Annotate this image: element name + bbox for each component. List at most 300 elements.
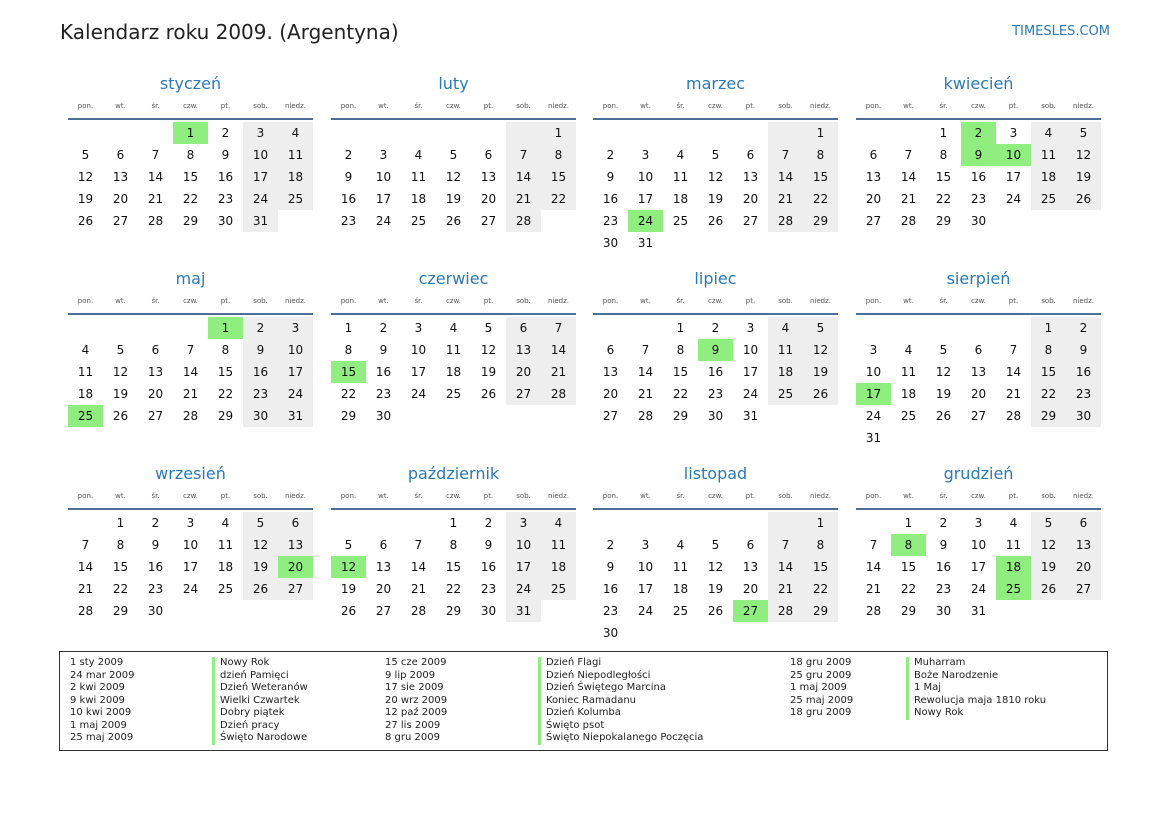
day-grid — [68, 317, 313, 427]
day-cell: 11 — [541, 534, 576, 556]
day-cell: 26 — [1066, 188, 1101, 210]
day-grid — [593, 512, 838, 644]
legend-date: 9 kwi 2009 — [70, 694, 125, 706]
day-cell: 13 — [506, 339, 541, 361]
day-cell: 6 — [1066, 512, 1101, 534]
day-cell: 31 — [243, 210, 278, 232]
day-cell: 30 — [375, 409, 392, 423]
weekday-label: pt. — [745, 102, 756, 110]
day-cell: 24 — [410, 387, 427, 401]
header-divider — [68, 508, 313, 510]
empty-cell — [138, 317, 173, 339]
day-cell: 15 — [541, 166, 576, 188]
empty-cell — [733, 622, 768, 644]
day-cell: 2 — [1066, 317, 1101, 339]
day-cell: 19 — [243, 556, 278, 578]
day-cell: 23 — [602, 214, 619, 228]
header-divider — [593, 118, 838, 120]
day-cell: 4 — [1031, 122, 1066, 144]
day-cell: 2 — [344, 148, 353, 162]
day-cell: 2 — [606, 148, 615, 162]
weekday-label: czw. — [446, 102, 461, 110]
month-calendar — [593, 462, 838, 644]
day-cell: 31 — [506, 600, 541, 622]
header-divider — [856, 313, 1101, 315]
day-cell: 30 — [480, 604, 497, 618]
day-cell: 21 — [637, 387, 654, 401]
weekday-label: pon. — [340, 102, 357, 110]
empty-cell — [1031, 210, 1066, 232]
empty-cell — [1066, 600, 1101, 622]
weekday-label: pon. — [865, 102, 882, 110]
day-cell: 8 — [1031, 339, 1066, 361]
legend-date: 18 gru 2009 — [790, 657, 852, 668]
day-cell: 29 — [803, 210, 838, 232]
empty-cell — [768, 122, 803, 144]
empty-cell — [628, 122, 663, 144]
day-cell: 24 — [182, 582, 199, 596]
day-cell: 16 — [602, 192, 619, 206]
weekday-label: śr. — [414, 492, 423, 500]
day-cell: 18 — [672, 192, 689, 206]
month-name: marzec — [685, 74, 745, 93]
weekday-header — [331, 98, 576, 114]
header-divider — [331, 118, 576, 120]
day-cell: 5 — [243, 512, 278, 534]
legend-date: 12 paź 2009 — [385, 707, 448, 718]
weekday-label: wt. — [640, 102, 651, 110]
day-cell: 2 — [939, 516, 948, 530]
day-cell: 19 — [340, 582, 357, 596]
day-cell: 13 — [970, 365, 987, 379]
day-cell: 14 — [1005, 365, 1022, 379]
day-cell: 8 — [186, 148, 195, 162]
day-cell: 20 — [480, 192, 497, 206]
weekday-label: sob. — [253, 297, 268, 305]
empty-cell — [366, 122, 401, 144]
empty-cell — [436, 122, 471, 144]
day-cell: 27 — [1066, 578, 1101, 600]
day-cell: 20 — [865, 192, 882, 206]
day-cell: 19 — [480, 365, 497, 379]
header-divider — [68, 118, 313, 120]
day-cell: 3 — [186, 516, 195, 530]
day-cell: 12 — [935, 365, 952, 379]
weekday-label: pon. — [340, 492, 357, 500]
empty-cell — [541, 600, 576, 622]
weekday-label: śr. — [939, 102, 948, 110]
empty-cell — [401, 122, 436, 144]
day-cell: 30 — [1066, 405, 1101, 427]
day-cell: 24 — [970, 582, 987, 596]
day-cell: 9 — [961, 144, 996, 166]
legend-holiday-name: Święto psot — [538, 720, 703, 733]
day-cell: 5 — [939, 343, 948, 357]
legend-holiday-name: Święto Narodowe — [212, 732, 308, 745]
month-name: styczeń — [159, 74, 222, 93]
day-cell: 12 — [1031, 534, 1066, 556]
legend-holiday-name: Dzień Kolumba — [538, 707, 703, 720]
weekday-label: niedz. — [1072, 102, 1095, 110]
day-cell: 25 — [278, 188, 313, 210]
day-grid — [331, 317, 576, 427]
day-cell: 20 — [112, 192, 129, 206]
day-cell: 28 — [506, 210, 541, 232]
empty-cell — [926, 427, 961, 449]
day-cell: 11 — [672, 560, 689, 574]
day-cell: 6 — [151, 343, 160, 357]
day-cell: 16 — [217, 170, 234, 184]
empty-cell — [698, 122, 733, 144]
day-cell: 17 — [506, 556, 541, 578]
day-cell: 24 — [865, 409, 882, 423]
day-cell: 19 — [707, 582, 724, 596]
day-cell: 20 — [602, 387, 619, 401]
day-cell: 25 — [410, 214, 427, 228]
weekday-label: wt. — [378, 102, 389, 110]
day-cell: 23 — [480, 582, 497, 596]
day-cell: 10 — [970, 538, 987, 552]
weekday-label: czw. — [183, 102, 198, 110]
day-cell: 10 — [637, 170, 654, 184]
day-cell: 2 — [243, 317, 278, 339]
empty-cell — [926, 317, 961, 339]
day-cell: 24 — [742, 387, 759, 401]
empty-cell — [1031, 427, 1066, 449]
day-cell: 30 — [217, 214, 234, 228]
month-name: wrzesień — [155, 464, 226, 483]
day-cell: 21 — [410, 582, 427, 596]
day-cell: 9 — [698, 339, 733, 361]
day-grid — [856, 122, 1101, 232]
day-cell: 9 — [484, 538, 493, 552]
weekday-header — [68, 98, 313, 114]
empty-cell — [138, 122, 173, 144]
weekday-label: niedz. — [1072, 297, 1095, 305]
day-cell: 15 — [331, 361, 366, 383]
weekday-label: pt. — [745, 297, 756, 305]
day-cell: 2 — [961, 122, 996, 144]
day-cell: 6 — [506, 317, 541, 339]
day-cell: 30 — [602, 236, 619, 250]
day-cell: 4 — [676, 148, 685, 162]
day-cell: 4 — [221, 516, 230, 530]
day-cell: 7 — [869, 538, 878, 552]
weekday-label: czw. — [183, 297, 198, 305]
weekday-label: niedz. — [547, 297, 570, 305]
day-cell: 5 — [711, 538, 720, 552]
legend-holiday-name: Muharram — [906, 657, 1046, 670]
day-cell: 17 — [243, 166, 278, 188]
empty-cell — [628, 512, 663, 534]
day-cell: 30 — [147, 604, 164, 618]
weekday-label: sob. — [1041, 297, 1056, 305]
day-cell: 9 — [606, 560, 615, 574]
weekday-label: wt. — [378, 297, 389, 305]
day-cell: 19 — [707, 192, 724, 206]
day-cell: 27 — [602, 409, 619, 423]
empty-cell — [803, 622, 838, 644]
empty-cell — [1066, 210, 1101, 232]
day-cell: 10 — [410, 343, 427, 357]
brand-link[interactable]: TIMESLES.COM — [1012, 24, 1110, 39]
day-cell: 29 — [900, 604, 917, 618]
empty-cell — [541, 210, 576, 232]
empty-cell — [593, 317, 628, 339]
day-cell: 14 — [506, 166, 541, 188]
day-cell: 1 — [541, 122, 576, 144]
day-cell: 28 — [768, 210, 803, 232]
day-cell: 14 — [410, 560, 427, 574]
day-cell: 14 — [768, 166, 803, 188]
day-cell: 22 — [217, 387, 234, 401]
day-cell: 25 — [445, 387, 462, 401]
day-cell: 23 — [375, 387, 392, 401]
day-cell: 25 — [996, 578, 1031, 600]
day-cell: 16 — [147, 560, 164, 574]
empty-cell — [803, 232, 838, 254]
legend-dates-1 — [70, 657, 135, 745]
day-cell: 20 — [147, 387, 164, 401]
day-cell: 4 — [449, 321, 458, 335]
day-cell: 7 — [768, 534, 803, 556]
weekday-label: sob. — [1041, 102, 1056, 110]
day-cell: 3 — [746, 321, 755, 335]
day-cell: 23 — [602, 604, 619, 618]
day-cell: 5 — [711, 148, 720, 162]
day-cell: 31 — [278, 405, 313, 427]
month-calendar — [593, 267, 838, 427]
day-cell: 24 — [375, 214, 392, 228]
day-cell: 18 — [672, 582, 689, 596]
day-cell: 7 — [186, 343, 195, 357]
day-cell: 19 — [112, 387, 129, 401]
day-cell: 16 — [243, 361, 278, 383]
day-cell: 20 — [375, 582, 392, 596]
day-cell: 14 — [900, 170, 917, 184]
empty-cell — [856, 317, 891, 339]
day-cell: 21 — [77, 582, 94, 596]
legend-holiday-name: 1 Maj — [906, 682, 1046, 695]
day-cell: 17 — [1005, 170, 1022, 184]
day-cell: 23 — [935, 582, 952, 596]
legend-names-2 — [538, 657, 703, 745]
day-cell: 16 — [602, 582, 619, 596]
day-cell: 5 — [484, 321, 493, 335]
day-cell: 18 — [768, 361, 803, 383]
day-cell: 3 — [641, 538, 650, 552]
day-cell: 9 — [344, 170, 353, 184]
legend-date: 17 sie 2009 — [385, 682, 444, 693]
day-cell: 10 — [278, 339, 313, 361]
day-cell: 1 — [676, 321, 685, 335]
empty-cell — [506, 122, 541, 144]
weekday-label: wt. — [903, 102, 914, 110]
empty-cell — [768, 405, 803, 427]
day-cell: 21 — [768, 578, 803, 600]
day-cell: 1 — [1031, 317, 1066, 339]
weekday-label: czw. — [971, 492, 986, 500]
day-cell: 25 — [900, 409, 917, 423]
day-cell: 7 — [904, 148, 913, 162]
empty-cell — [628, 622, 663, 644]
empty-cell — [856, 512, 891, 534]
legend-names-3 — [906, 657, 1046, 720]
day-cell: 7 — [506, 144, 541, 166]
day-cell: 17 — [410, 365, 427, 379]
empty-cell — [278, 600, 313, 622]
day-cell: 2 — [484, 516, 493, 530]
legend-date: 25 maj 2009 — [70, 732, 134, 743]
legend-holiday-name: Dzień Niepodległości — [538, 670, 703, 683]
legend-holiday-name: Dobry piątek — [212, 707, 308, 720]
day-cell: 20 — [1066, 556, 1101, 578]
header-divider — [68, 313, 313, 315]
day-cell: 30 — [243, 405, 278, 427]
weekday-label: pon. — [77, 102, 94, 110]
month-calendar — [331, 267, 576, 427]
day-cell: 12 — [77, 170, 94, 184]
weekday-label: czw. — [183, 492, 198, 500]
day-cell: 1 — [344, 321, 353, 335]
weekday-label: niedz. — [809, 102, 832, 110]
day-cell: 27 — [112, 214, 129, 228]
legend-dates-2 — [385, 657, 447, 745]
legend-holiday-name: Dzień Świętego Marcina — [538, 682, 703, 695]
day-cell: 19 — [803, 361, 838, 383]
day-cell: 15 — [217, 365, 234, 379]
day-cell: 16 — [480, 560, 497, 574]
month-name: grudzień — [943, 464, 1014, 483]
day-cell: 13 — [742, 170, 759, 184]
day-cell: 15 — [900, 560, 917, 574]
day-cell: 6 — [746, 538, 755, 552]
day-cell: 10 — [182, 538, 199, 552]
day-cell: 7 — [1009, 343, 1018, 357]
empty-cell — [733, 232, 768, 254]
header-divider — [856, 118, 1101, 120]
day-cell: 14 — [768, 556, 803, 578]
day-cell: 3 — [414, 321, 423, 335]
legend-holiday-name: Dzień pracy — [212, 720, 308, 733]
day-cell: 18 — [900, 387, 917, 401]
weekday-label: czw. — [446, 297, 461, 305]
weekday-label: wt. — [115, 102, 126, 110]
legend-holiday-name: dzień Pamięci — [212, 670, 308, 683]
day-grid — [68, 122, 313, 232]
day-cell: 1 — [208, 317, 243, 339]
day-cell: 10 — [865, 365, 882, 379]
day-cell: 27 — [506, 383, 541, 405]
month-calendar — [68, 462, 313, 622]
day-cell: 14 — [865, 560, 882, 574]
day-cell: 8 — [939, 148, 948, 162]
day-cell: 21 — [541, 361, 576, 383]
day-cell: 13 — [742, 560, 759, 574]
day-cell: 29 — [672, 409, 689, 423]
day-cell: 4 — [768, 317, 803, 339]
day-cell: 3 — [506, 512, 541, 534]
day-cell: 18 — [445, 365, 462, 379]
day-cell: 7 — [768, 144, 803, 166]
weekday-label: niedz. — [284, 297, 307, 305]
weekday-header — [593, 488, 838, 504]
legend-holiday-name: Boże Narodzenie — [906, 670, 1046, 683]
day-cell: 20 — [278, 556, 313, 578]
legend-date: 9 lip 2009 — [385, 669, 436, 681]
day-cell: 22 — [935, 192, 952, 206]
weekday-label: pt. — [1008, 297, 1019, 305]
weekday-label: śr. — [414, 297, 423, 305]
legend-date: 1 maj 2009 — [70, 719, 127, 731]
day-cell: 27 — [742, 214, 759, 228]
weekday-label: czw. — [971, 102, 986, 110]
day-cell: 20 — [742, 192, 759, 206]
day-cell: 15 — [182, 170, 199, 184]
day-cell: 4 — [904, 343, 913, 357]
holiday-legend — [59, 651, 1108, 751]
day-cell: 12 — [707, 560, 724, 574]
day-grid — [593, 122, 838, 254]
weekday-label: pon. — [865, 492, 882, 500]
weekday-label: sob. — [253, 102, 268, 110]
legend-date: 8 gru 2009 — [385, 732, 440, 743]
day-cell: 17 — [637, 192, 654, 206]
day-cell: 16 — [1066, 361, 1101, 383]
day-cell: 18 — [278, 166, 313, 188]
day-cell: 29 — [1031, 405, 1066, 427]
weekday-label: śr. — [151, 297, 160, 305]
month-calendar — [593, 72, 838, 254]
day-cell: 23 — [147, 582, 164, 596]
weekday-label: śr. — [939, 297, 948, 305]
weekday-label: wt. — [640, 297, 651, 305]
weekday-label: wt. — [378, 492, 389, 500]
weekday-label: sob. — [253, 492, 268, 500]
day-grid — [856, 317, 1101, 449]
day-cell: 8 — [449, 538, 458, 552]
day-grid — [856, 512, 1101, 622]
weekday-label: śr. — [414, 102, 423, 110]
weekday-label: wt. — [903, 297, 914, 305]
empty-cell — [68, 512, 103, 534]
day-cell: 19 — [77, 192, 94, 206]
day-cell: 7 — [541, 317, 576, 339]
empty-cell — [961, 427, 996, 449]
weekday-label: pt. — [1008, 492, 1019, 500]
day-cell: 25 — [1031, 188, 1066, 210]
legend-date: 2 kwi 2009 — [70, 682, 125, 693]
day-cell: 8 — [676, 343, 685, 357]
legend-holiday-name: Rewolucja maja 1810 roku — [906, 695, 1046, 708]
day-cell: 9 — [939, 538, 948, 552]
day-cell: 24 — [278, 383, 313, 405]
weekday-header — [331, 293, 576, 309]
weekday-label: czw. — [708, 492, 723, 500]
day-cell: 2 — [221, 126, 230, 140]
day-cell: 16 — [340, 192, 357, 206]
weekday-label: niedz. — [547, 492, 570, 500]
day-cell: 17 — [856, 383, 891, 405]
day-cell: 8 — [541, 144, 576, 166]
legend-date: 27 lis 2009 — [385, 719, 441, 731]
day-cell: 17 — [375, 192, 392, 206]
day-cell: 9 — [151, 538, 160, 552]
weekday-header — [331, 488, 576, 504]
day-cell: 7 — [414, 538, 423, 552]
day-cell: 8 — [803, 534, 838, 556]
day-cell: 5 — [1031, 512, 1066, 534]
